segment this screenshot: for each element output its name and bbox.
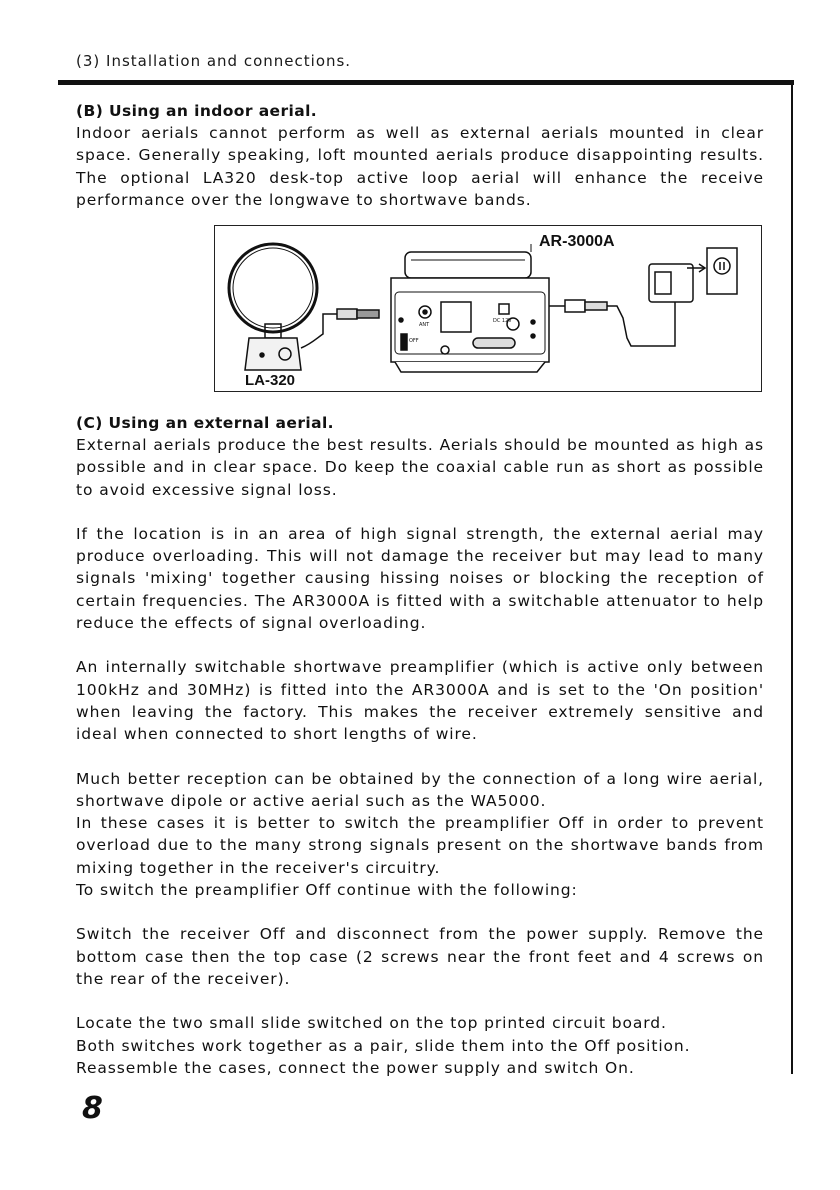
paragraph-long-wire: Much better reception can be obtained by the connection of a long wire aerial, shortwave dipole or active aerial such as the WA5000.	[76, 769, 764, 810]
section-indoor-aerial	[76, 102, 764, 211]
section-b-paragraph: Indoor aerials cannot perform as well as external aerials mounted in clear space. Generally speaking, loft mounted aerials produce disappointing results. The optional LA320 desk-top active loop aerial will enhance the receive performance over the longwave to shortwave bands.	[76, 124, 764, 209]
diagram-drawing	[215, 226, 763, 393]
paragraph-external-aerials: External aerials produce the best results. Aerials should be mounted as high as possible and in clear space. Do keep the coaxial cable run as short as possible to avoid excessive signal loss.	[76, 436, 764, 499]
paragraph-overloading: If the location is in an area of high signal strength, the external aerial may produce overloading. This will not damage the receiver but may lead to many signals 'mixing' together causing hissing noises or blocking the reception of certain frequencies. The AR3000A is fitted with a switchable attenuator to help reduce the effects of signal overloading.	[76, 524, 764, 633]
dc-label: DC 12V	[493, 318, 512, 324]
loop-aerial-drawing	[229, 244, 379, 370]
section-b-heading: (B) Using an indoor aerial.	[76, 102, 318, 120]
receiver-label: AR-3000A	[539, 233, 615, 250]
margin-rule	[791, 84, 793, 1074]
paragraph-switch-off-reason: In these cases it is better to switch the preamplifier Off in order to prevent overload due to the many strong signals present on the shortwave bands from mixing together in the receiver's circuitry.	[76, 814, 764, 877]
paragraph-switch-intro: To switch the preamplifier Off continue with the following:	[76, 881, 578, 900]
paragraph-slide-switches: Both switches work together as a pair, slide them into the Off position.	[76, 1036, 691, 1055]
receiver-drawing	[391, 244, 549, 372]
off-label: OFF	[409, 338, 419, 344]
paragraph-preamplifier: An internally switchable shortwave preamplifier (which is active only between 100kHz and 30MHz) is fitted into the AR3000A and is set to the 'On position' when leaving the factory. This makes the receiver extremely sensitive and ideal when connected to short lengths of wire.	[76, 658, 764, 744]
section-c-heading: (C) Using an external aerial.	[76, 414, 334, 432]
page-number: 8	[82, 1091, 103, 1126]
header-rule	[58, 80, 794, 85]
paragraph-locate-switches: Locate the two small slide switched on the top printed circuit board.	[76, 1014, 667, 1033]
connection-diagram	[214, 225, 762, 392]
power-adaptor-drawing	[549, 248, 737, 346]
paragraph-reassemble: Reassemble the cases, connect the power supply and switch On.	[76, 1058, 635, 1077]
aerial-label: LA-320	[245, 372, 296, 389]
ant-label: ANT	[419, 322, 430, 328]
paragraph-remove-cases: Switch the receiver Off and disconnect from the power supply. Remove the bottom case then the top case (2 screws near the front feet and 4 screws on the rear of the receiver).	[76, 925, 764, 988]
section-external-aerial	[76, 414, 764, 1079]
page-header: (3) Installation and connections.	[76, 52, 352, 70]
